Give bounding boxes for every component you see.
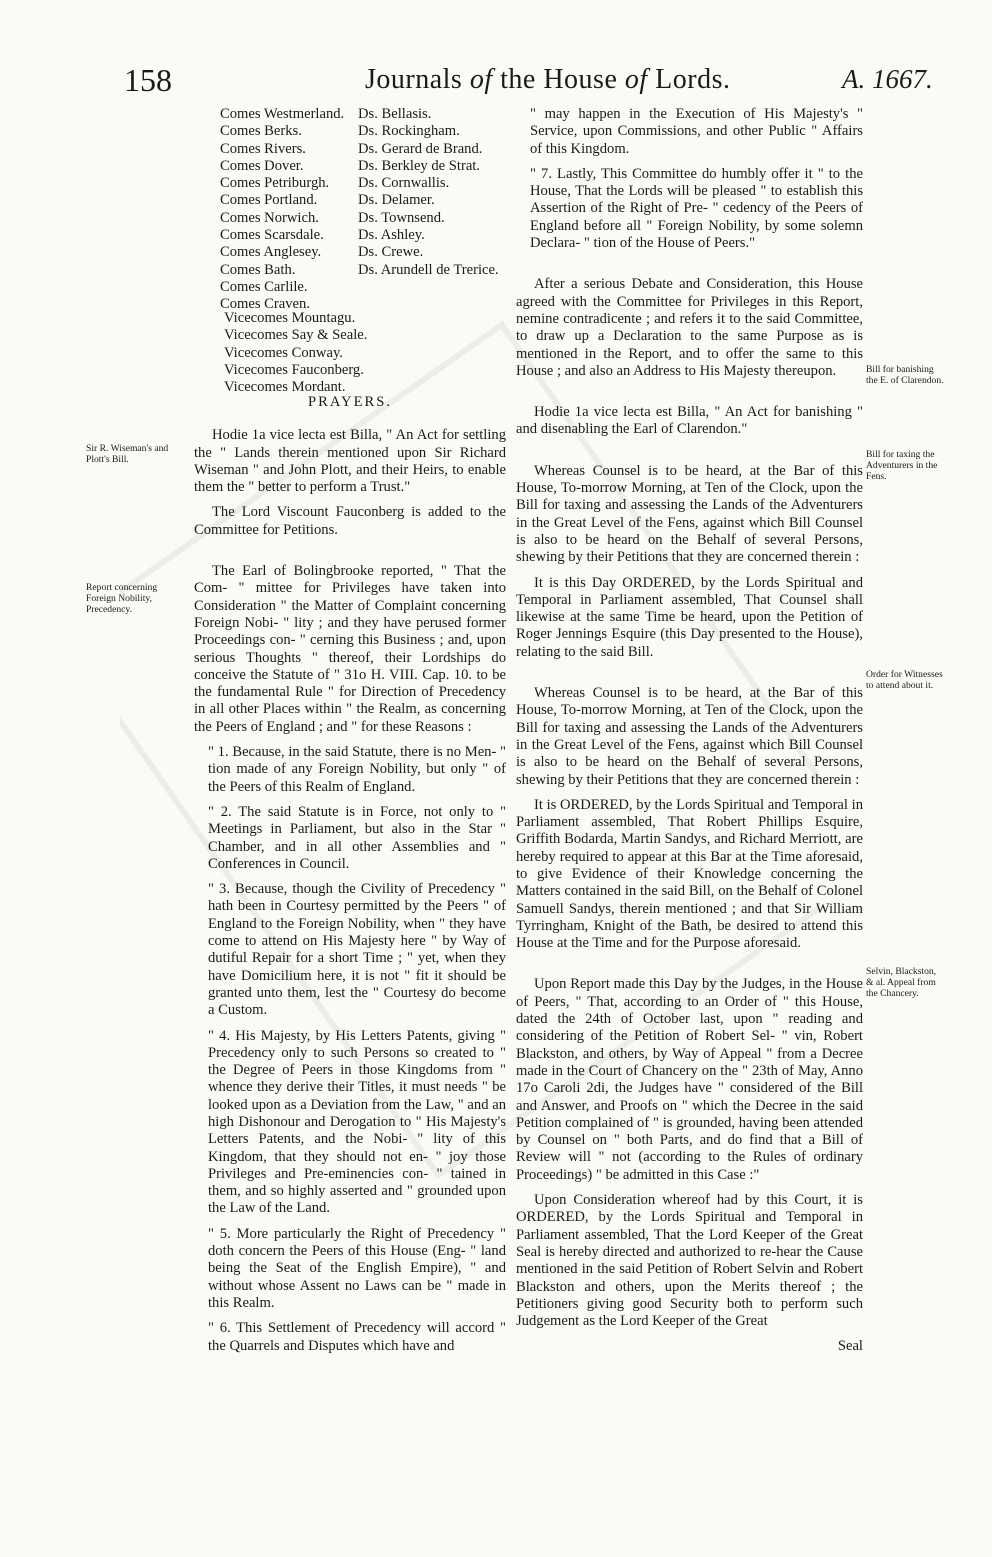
selvin-order: Upon Consideration whereof had by this Court, it is ORDERED, by the Lords Spiritual and Temporal in Parliament assembled, That the Lord Keeper of the Great Seal is hereby directed and authorized to re-hear the Cause mentioned in the said Petition of Robert Selvin and Robert Blackston and others, upon the Merits thereof ; the Petitioners giving good Security both to perform such Judgement as the Lord Keeper of the Great	[516, 1192, 863, 1330]
peer: Comes Carlile.	[220, 278, 308, 295]
fens-order-2: It is ORDERED, by the Lords Spiritual and Temporal in Parliament assembled, That Robert Phillips Esquire, Griffith Bodarda, Martin Sandys, and Richard Merriott, are hereby required to appear at this Bar at the Time aforesaid, to give Evidence of their Knowledge concerning the Matters contained in the said Bill, on the Behalf of Colonel Samuell Sandys, therein mentioned ; and that Sir William Tyrringham, Knight of the Bath, be desired to attend this House at the Time and for the Purpose aforesaid.	[516, 796, 863, 952]
viscount: Vicecomes Say & Seale.	[224, 327, 368, 344]
viscount: Vicecomes Mordant.	[224, 379, 346, 396]
viscount: Vicecomes Mountagu.	[224, 310, 356, 326]
reason-6: " 6. This Settlement of Precedency will accord " the Quarrels and Disputes which have and	[208, 1320, 506, 1354]
peer: Comes Portland.	[220, 192, 318, 209]
viscount: Vicecomes Fauconberg.	[224, 361, 364, 378]
reason-7: " 7. Lastly, This Committee do humbly offer it " to the House, That the Lords will be pleased " to establish this Assertion of the Right of Pre- " cedency of the Peers of England before all " Foreign Nobility, by some solemn Declara- " tion of the House of Peers."	[530, 165, 863, 252]
peer: Comes Rivers.	[220, 140, 306, 157]
margin-note-selvin: Selvin, Blackston, & al. Appeal from the Chancery.	[866, 966, 937, 999]
margin-note-wiseman: Sir R. Wiseman's and Plott's Bill.	[86, 443, 169, 465]
peer: Ds. Gerard de Brand.	[358, 140, 483, 157]
peers-col-1	[220, 106, 358, 314]
margin-note-report: Report concerning Foreign Nobility, Precedency.	[86, 582, 158, 615]
prayers-heading: PRAYERS.	[307, 394, 392, 410]
peer: Comes Scarsdale.	[220, 227, 324, 244]
fauconberg-paragraph: The Lord Viscount Fauconberg is added to the Committee for Petitions.	[194, 504, 506, 538]
catchword: Seal	[837, 1338, 863, 1355]
reason-1: " 1. Because, in the said Statute, there is no Men- " tion made of any Foreign Nobility, but only " of the Peers of this Realm of England.	[208, 744, 506, 795]
peer: Ds. Ashley.	[358, 227, 425, 244]
peer: Comes Petriburgh.	[220, 175, 330, 192]
wiseman-bill-paragraph: Hodie 1a vice lecta est Billa, " An Act for settling the " Lands therein mentioned upon Sir Richard Wiseman " and John Plott, and their Heirs, to enable them the " better to perform a Trust."	[194, 427, 506, 496]
peer: Comes Westmerland.	[220, 106, 345, 122]
reason-5: " 5. More particularly the Right of Precedency " doth concern the Peers of this House (Eng- " land being the Seat of the English Empire), " and without whose Assent no Laws can be " made in this Realm.	[208, 1225, 506, 1311]
peer: Ds. Delamer.	[358, 192, 435, 209]
peer: Ds. Rockingham.	[358, 123, 460, 140]
peer: Comes Dover.	[220, 157, 304, 174]
margin-note-witnesses: Order for Witnesses to attend about it.	[866, 669, 943, 691]
peer: Comes Bath.	[220, 261, 296, 278]
year: A. 1667.	[842, 64, 933, 94]
margin-note-clarendon: Bill for banishing the E. of Clarendon.	[866, 364, 944, 386]
page-number: 158	[124, 62, 172, 98]
viscount: Vicecomes Conway.	[224, 344, 343, 361]
fens-whereas-2: Whereas Counsel is to be heard, at the Bar of this House, To-morrow Morning, at Ten of the Clock, upon the Bill for taxing and assessing the Lands of the Adventurers in the Great Level of the Fens, against which Bill Counsel is also to be heard on the Behalf of several Persons, shewing by their Petitions that they are concerned therein :	[516, 685, 863, 788]
fens-order-1: It is this Day ORDERED, by the Lords Spiritual and Temporal in Parliament assembled, That Counsel shall likewise at the same Time be heard, upon the Petition of Roger Jennings Esquire (this Day presented to the House), relating to the said Bill.	[516, 574, 863, 660]
viscounts-list	[224, 310, 367, 396]
peers-list	[194, 106, 506, 396]
margin-note-fens: Bill for taxing the Adventurers in the Fens.	[866, 449, 938, 482]
left-column	[194, 106, 506, 1363]
peer: Comes Anglesey.	[220, 244, 322, 261]
peers-col-2	[358, 106, 506, 279]
selvin-report: Upon Report made this Day by the Judges, in the House of Peers, " That, according to an Order of " this House, dated the 24th of October last, upon " reading and considering of the Petition of Robert Sel- " vin, Robert Blackston, and others, by Way of Appeal " from a Decree made in the Court of Chancery on the " 23th of May, Anno 17o Caroli 2di, the Judges have " considered of the Bill and Answer, and Proofs on " which the Decree in the said Petition complained of " is grounded, having been attended by Counsel on " both Parts, and do find that a Bill of Review will " not (according to the Rules of ordinary Proceedings) " be admitted in this Case :"	[516, 976, 863, 1183]
fens-whereas-1: Whereas Counsel is to be heard, at the Bar of this House, To-morrow Morning, at Ten of the Clock, upon the Bill for taxing and assessing the Lands of the Adventurers in the Great Level of the Fens, against which Bill Counsel is also to be heard on the Behalf of several Persons, shewing by their Petitions that they are concerned therein :	[516, 462, 863, 566]
peer: Ds. Townsend.	[358, 209, 445, 226]
peer: Comes Norwich.	[220, 209, 319, 226]
peer: Ds. Cornwallis.	[358, 175, 450, 192]
right-column	[516, 106, 863, 1356]
reason-4: " 4. His Majesty, by His Letters Patents, giving " Precedency only to such Persons so created to " the Degree of Peers in those Kingdoms from " whence they derive their Titles, it must needs " be looked upon as a Deviation from the Law, " and an high Dishonour and Derogation to " His Majesty's Letters Patents, and the Nobi- " lity of this Kingdom, that they should not en- " joy those Privileges and Pre-eminencies con- " tained in them, and so highly asserted and " grounded upon the Law of the Land.	[208, 1027, 506, 1217]
bolingbrooke-report-paragraph: The Earl of Bolingbrooke reported, " That the Com- " mittee for Privileges have taken into Consideration " the Matter of Complaint concerning Foreign Nobi- " lity ; and they have perused former Proceedings con- " cerning this Business ; and, upon serious Thoughts " thereof, their Lordships do conceive the Statute of " 31o H. VIII. Cap. 10. to be the fundamental Rule " for Direction of Precedency in all other Places within " the Realm, as concerning the Peers of England ; and " for these Reasons :	[194, 563, 506, 735]
peer: Comes Berks.	[220, 123, 302, 140]
peer: Ds. Bellasis.	[358, 106, 432, 122]
reason-3: " 3. Because, though the Civility of Precedency " hath been in Courtesy permitted by the Peers " of England to the Foreign Nobility, when " they have come to attend on His Majesty here " by Way of dutiful Repair for a short Time ; " yet, when they have Domicilium here, it is not " fit it should be granted unto them, lest the " Courtesy do become a Custom.	[208, 881, 506, 1019]
peer: Ds. Arundell de Trerice.	[358, 261, 499, 278]
reason-6-continued: " may happen in the Execution of His Majesty's " Service, upon Commissions, and other Public " Affairs of this Kingdom.	[530, 106, 863, 157]
agreed-paragraph: After a serious Debate and Consideration, this House agreed with the Committee for Privileges in this Report, nemine contradicente ; and refers it to the said Committee, to draw up a Declaration to the same Purpose as is mentioned in the Report, and to offer the same to this House ; and also an Address to His Majesty thereupon.	[516, 276, 863, 379]
running-header	[0, 62, 992, 98]
reason-2: " 2. The said Statute is in Force, not only to " Meetings in Parliament, but also in the Star " Chamber, and in all other Assemblies and " Conferences in Council.	[208, 803, 506, 872]
peer: Ds. Crewe.	[358, 244, 424, 261]
running-title: Journals of the House of Lords.	[365, 64, 731, 95]
clarendon-bill-paragraph: Hodie 1a vice lecta est Billa, " An Act for banishing " and disenabling the Earl of Clarendon."	[516, 404, 863, 438]
peer: Ds. Berkley de Strat.	[358, 157, 480, 174]
peer: Comes Craven.	[220, 296, 310, 313]
